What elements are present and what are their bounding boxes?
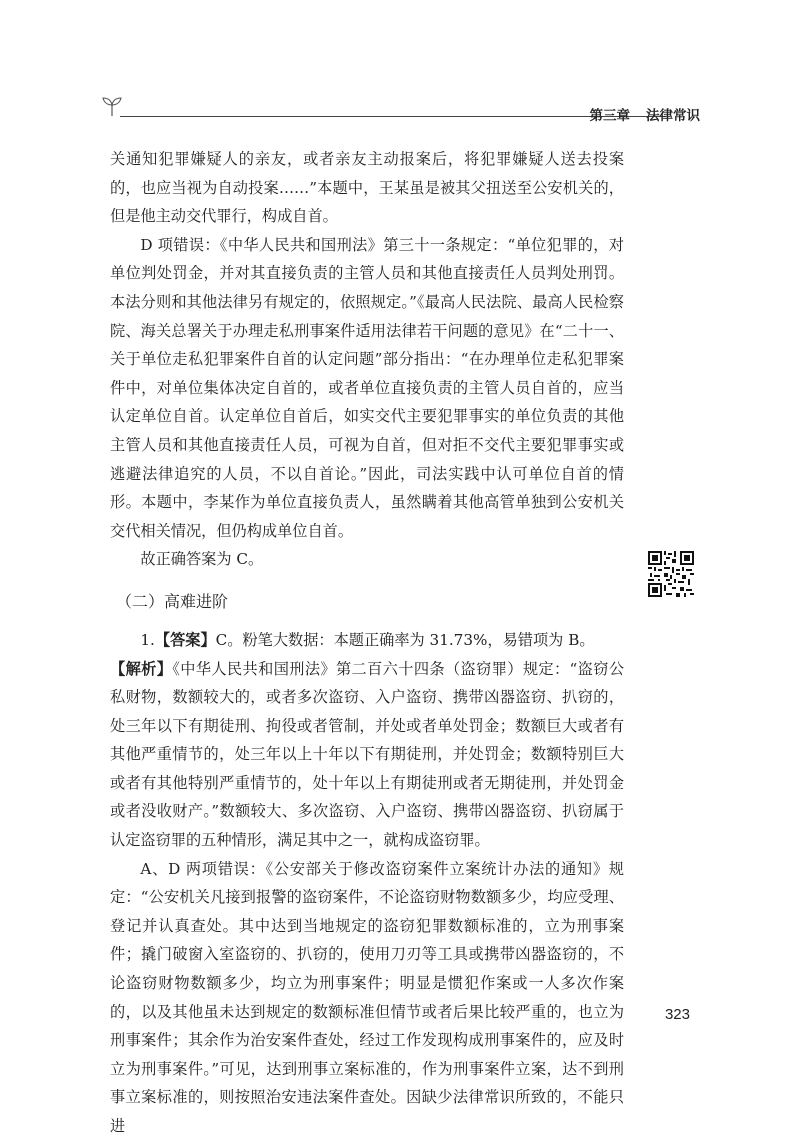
question-number: 1. <box>140 630 155 649</box>
paragraph-continued: 关通知犯罪嫌疑人的亲友，或者亲友主动报案后，将犯罪嫌疑人送去投案的，也应当视为自动投案……”本题中，王某虽是被其父扭送至公安机关的，但是他主动交代罪行，构成自首。 <box>110 150 624 226</box>
section-heading: （二）高难进阶 <box>116 591 229 611</box>
paragraph-conclusion: 故正确答案为 C。 <box>140 550 264 569</box>
sprout-icon <box>100 94 124 118</box>
paragraph-option-d: D 项错误：《中华人民共和国刑法》第三十一条规定：“单位犯罪的，对单位判处罚金，并对其直接负责的主管人员和其他直接责任人员判处刑罚。本法分则和其他法律另有规定的，依照规定。”《最高人民法院、最高人民检察院、海关总署关于办理走私刑事案件适用法律若干问题的意见》在“二十一、关于单位走私犯罪案件自首的认定问题”部分指出：“在办理单位走私犯罪案件中，对单位集体决定自首的，或者单位直接负责的主管人员自首的，应当认定单位自首。认定单位自首后，如实交代主要犯罪事实的单位负责的其他主管人员和其他直接责任人员，可视为自首，但对拒不交代主要犯罪事实或逃避法律追究的人员，不以自首论。”因此，司法实践中认可单位自首的情形。本题中，李某作为单位直接负责人，虽然瞒着其他高管单独到公安机关交代相关情况，但仍构成单位自首。 <box>110 235 624 540</box>
qr-code-icon[interactable] <box>648 551 694 597</box>
paragraph-option-ad: A、D 两项错误：《公安部关于修改盗窃案件立案统计办法的通知》规定：“公安机关凡接到报警的盗窃案件，不论盗窃财物数额多少，均应受理、登记并认真查处。其中达到当地规定的盗窃犯罪数额标准的，立为刑事案件；撬门破窗入室盗窃的、扒窃的，使用刀刃等工具或携带凶器盗窃的，不论盗窃财物数额多少，均立为刑事案件；明显是惯犯作案或一人多次作案的，以及其他虽未达到规定的数额标准但情节或者后果比较严重的，也立为刑事案件；其余作为治安案件查处，经过工作发现构成刑事案件的，应及时立为刑事案件。”可见，达到刑事立案标准的，作为刑事案件立案，达不到刑事立案标准的，则按照治安违法案件查处。因缺少法律常识所致的，不能只进 <box>110 859 624 1135</box>
chapter-name: 法律常识 <box>646 108 700 124</box>
answer-text: C。粉笔大数据：本题正确率为 31.73%，易错项为 B。 <box>215 630 595 649</box>
chapter-title <box>590 104 701 124</box>
analysis-tag: 【解析】 <box>110 659 173 678</box>
analysis-paragraph <box>110 655 624 855</box>
answer-tag: 【答案】 <box>154 630 216 649</box>
page-number: 323 <box>664 1006 690 1023</box>
analysis-text: 《中华人民共和国刑法》第二百六十四条（盗窃罪）规定：“盗窃公私财物，数额较大的，或者多次盗窃、入户盗窃、携带凶器盗窃、扒窃的，处三年以下有期徒刑、拘役或者管制，并处或者单处罚金；数额巨大或者有其他严重情节的，处三年以上十年以下有期徒刑，并处罚金；数额特别巨大或者有其他特别严重情节的，处十年以上有期徒刑或者无期徒刑，并处罚金或者没收财产。”数额较大、多次盗窃、入户盗窃、携带凶器盗窃、扒窃属于认定盗窃罪的五种情形，满足其中之一，就构成盗窃罪。 <box>110 659 625 850</box>
header-rule <box>120 116 666 117</box>
page-content <box>110 145 624 1141</box>
chapter-number: 第三章 <box>589 108 630 124</box>
question-1-answer <box>110 626 624 655</box>
page-header <box>100 94 700 124</box>
